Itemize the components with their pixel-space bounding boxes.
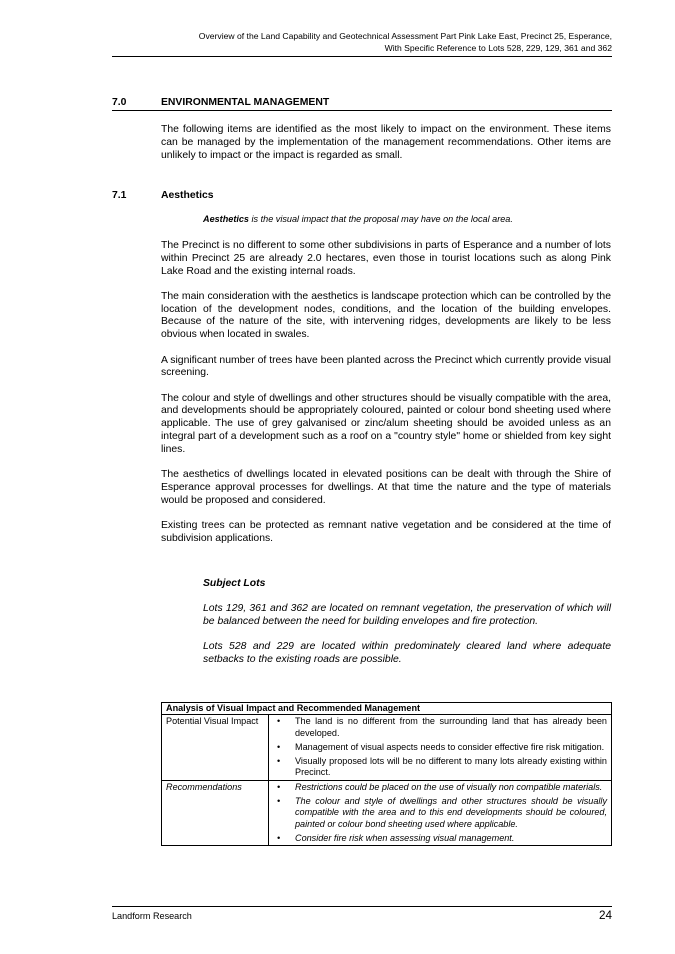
header-rule bbox=[112, 56, 612, 57]
table-row bbox=[162, 715, 612, 780]
row-label: Potential Visual Impact bbox=[162, 715, 269, 780]
list-item: • Restrictions could be placed on the use of visually non compatible materials. bbox=[269, 782, 607, 793]
aesthetics-body bbox=[161, 240, 611, 546]
subject-lots-title: Subject Lots bbox=[203, 578, 266, 589]
table-title-row bbox=[162, 703, 612, 715]
row-label: Recommendations bbox=[162, 780, 269, 845]
page-number: 24 bbox=[598, 909, 612, 922]
aesthetics-definition bbox=[203, 214, 513, 224]
section-title: ENVIRONMENTAL MANAGEMENT bbox=[161, 97, 330, 108]
bullet-list bbox=[269, 782, 607, 844]
list-item: • Visually proposed lots will be no different to many lots already existing within Precinct. bbox=[269, 756, 607, 779]
section-heading bbox=[112, 97, 612, 111]
paragraph: The Precinct is no different to some other subdivisions in parts of Esperance and a number of lots within Precinct 25 are already 2.0 hectares, even those in tourist locations such as along Pink Lake Road and the existing internal roads. bbox=[161, 240, 611, 277]
subsection-title: Aesthetics bbox=[161, 190, 214, 201]
footer-organisation: Landform Research bbox=[112, 911, 192, 921]
header-line-2: With Specific Reference to Lots 528, 229, 129, 361 and 362 bbox=[384, 42, 612, 53]
paragraph: A significant number of trees have been planted across the Precinct which currently provide visual screening. bbox=[161, 354, 611, 379]
subject-lots-paragraph: Lots 528 and 229 are located within predominately cleared land where adequate setbacks to the existing roads are possible. bbox=[203, 640, 611, 665]
subsection-heading bbox=[112, 190, 214, 201]
paragraph: The main consideration with the aesthetics is landscape protection which can be controlled by the location of the development nodes, conditions, and the location of the building envelopes. Because of the nature of the site, with intervening ridges, developments are likely to be less obvious when located in swales. bbox=[161, 290, 611, 341]
row-content bbox=[269, 715, 612, 780]
subject-lots-paragraph: Lots 129, 361 and 362 are located on remnant vegetation, the preservation of which will be balanced between the need for building envelopes and fire protection. bbox=[203, 602, 611, 627]
list-item: • The colour and style of dwellings and other structures should be visually compatible with the area and to this end developments should be coloured, painted or colour bond sheeting used where applicable. bbox=[269, 796, 607, 830]
footer-rule bbox=[112, 906, 612, 907]
bullet-list bbox=[269, 716, 607, 778]
paragraph: The colour and style of dwellings and other structures should be visually compatible with the area, and developments should be appropriately coloured, painted or colour bond sheeting used where applicable. The use of grey galvanised or zinc/alum sheeting should be avoided unless as an integral part of a development such as a roof on a "country style" home or shielded from key sight lines. bbox=[161, 392, 611, 455]
paragraph: The aesthetics of dwellings located in elevated positions can be dealt with through the Shire of Esperance approval processes for dwellings. At that time the nature and the type of materials would be proposed and considered. bbox=[161, 469, 611, 506]
paragraph: Existing trees can be protected as remnant native vegetation and be considered at the time of subdivision applications. bbox=[161, 520, 611, 544]
definition-term: Aesthetics bbox=[203, 214, 249, 224]
table-row bbox=[162, 780, 612, 845]
table-title: Analysis of Visual Impact and Recommended Management bbox=[162, 703, 612, 715]
definition-text: is the visual impact that the proposal may have on the local area. bbox=[249, 214, 513, 224]
section-intro bbox=[161, 124, 611, 162]
list-item: • The land is no different from the surrounding land that has already been developed. bbox=[269, 716, 607, 739]
row-content bbox=[269, 780, 612, 845]
header-line-1: Overview of the Land Capability and Geotechnical Assessment Part Pink Lake East, Precinct 25, Esperance, bbox=[198, 31, 612, 41]
page-header bbox=[112, 31, 612, 54]
intro-paragraph: The following items are identified as the most likely to impact on the environment. These items can be managed by the implementation of the management recommendations. Other items are unlikely to impact or the impact is regarded as small. bbox=[161, 124, 611, 161]
list-item: • Consider fire risk when assessing visual management. bbox=[269, 833, 607, 844]
subsection-number: 7.1 bbox=[112, 190, 127, 201]
section-number: 7.0 bbox=[112, 97, 127, 108]
visual-impact-table bbox=[161, 702, 612, 846]
list-item: • Management of visual aspects needs to consider effective fire risk mitigation. bbox=[269, 742, 607, 753]
subject-lots bbox=[203, 578, 611, 666]
